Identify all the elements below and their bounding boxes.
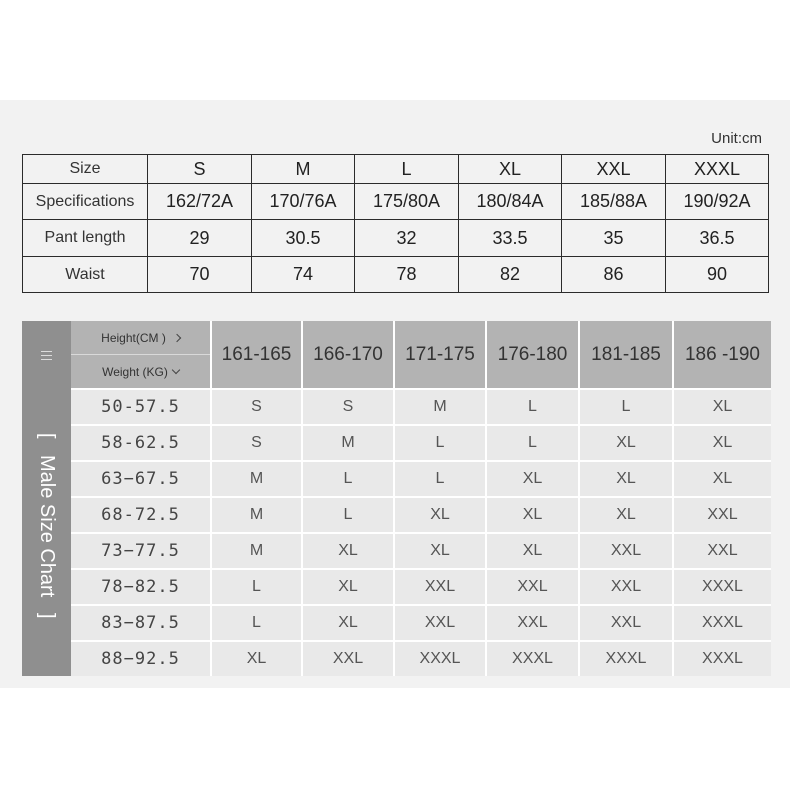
size-cell: XXL (485, 604, 578, 640)
table-cell: 190/92A (666, 184, 769, 220)
size-cell: XL (672, 460, 771, 496)
size-grid (71, 321, 771, 676)
size-cell: XL (301, 568, 393, 604)
weight-cell: 63−67.5 (71, 460, 210, 496)
table-cell: 32 (355, 220, 459, 257)
chevron-right-icon (173, 333, 181, 341)
table-cell: 36.5 (666, 220, 769, 257)
height-header: 181-185 (578, 321, 672, 388)
size-cell: XXL (672, 496, 771, 532)
size-cell: M (210, 532, 301, 568)
weight-cell: 73−77.5 (71, 532, 210, 568)
table-cell: 29 (148, 220, 252, 257)
size-cell: XL (210, 640, 301, 676)
size-l: L (355, 155, 459, 184)
size-cell: XXXL (578, 640, 672, 676)
size-cell: L (578, 388, 672, 424)
size-cell: XL (485, 460, 578, 496)
table-cell: 162/72A (148, 184, 252, 220)
weight-cell: 83−87.5 (71, 604, 210, 640)
size-cell: XXL (301, 640, 393, 676)
size-cell: XXL (485, 568, 578, 604)
size-header: Size (23, 155, 148, 184)
size-cell: M (301, 424, 393, 460)
row-label: Waist (23, 257, 148, 293)
chart-sidebar (22, 321, 71, 676)
size-cell: XL (393, 496, 485, 532)
size-cell: XL (578, 496, 672, 532)
weight-cell: 78−82.5 (71, 568, 210, 604)
table-cell: 180/84A (459, 184, 562, 220)
bracket-close: ] (36, 612, 58, 619)
menu-icon (41, 351, 52, 360)
table-cell: 175/80A (355, 184, 459, 220)
size-cell: XL (578, 424, 672, 460)
table-cell: 170/76A (252, 184, 355, 220)
size-xxxl: XXXL (666, 155, 769, 184)
spec-row-waist (23, 257, 769, 293)
height-header: 176-180 (485, 321, 578, 388)
weight-label: Weight (KG) (102, 364, 168, 379)
size-cell: L (210, 568, 301, 604)
size-cell: M (210, 460, 301, 496)
size-cell: XXXL (393, 640, 485, 676)
spec-header-row (23, 155, 769, 184)
weight-cell: 58-62.5 (71, 424, 210, 460)
size-cell: XL (393, 532, 485, 568)
size-cell: L (393, 424, 485, 460)
axis-header-cell (71, 321, 210, 388)
size-cell: XL (485, 496, 578, 532)
height-header: 166-170 (301, 321, 393, 388)
table-cell: 90 (666, 257, 769, 293)
table-cell: 86 (562, 257, 666, 293)
height-label: Height(CM ) (101, 330, 166, 345)
size-xl: XL (459, 155, 562, 184)
size-cell: XL (672, 424, 771, 460)
row-label: Specifications (23, 184, 148, 220)
size-cell: M (210, 496, 301, 532)
size-cell: XL (301, 532, 393, 568)
weight-cell: 50-57.5 (71, 388, 210, 424)
size-cell: L (393, 460, 485, 496)
size-cell: XXL (578, 604, 672, 640)
size-cell: XL (485, 532, 578, 568)
size-cell: L (301, 460, 393, 496)
table-cell: 33.5 (459, 220, 562, 257)
size-cell: XXL (578, 532, 672, 568)
bracket-open: [ (36, 433, 58, 439)
spec-row-pant-length (23, 220, 769, 257)
height-header: 171-175 (393, 321, 485, 388)
table-cell: 78 (355, 257, 459, 293)
table-cell: 70 (148, 257, 252, 293)
size-cell: S (210, 424, 301, 460)
size-cell: S (301, 388, 393, 424)
size-cell: XXL (393, 604, 485, 640)
height-header: 186 -190 (672, 321, 771, 388)
size-cell: L (210, 604, 301, 640)
table-cell: 30.5 (252, 220, 355, 257)
size-s: S (148, 155, 252, 184)
male-size-chart (22, 321, 771, 676)
weight-axis-label (71, 355, 210, 388)
size-cell: L (485, 424, 578, 460)
size-cell: XL (672, 388, 771, 424)
size-cell: XXXL (672, 640, 771, 676)
chart-title (34, 433, 60, 643)
size-cell: XXXL (485, 640, 578, 676)
weight-cell: 88−92.5 (71, 640, 210, 676)
table-cell: 185/88A (562, 184, 666, 220)
size-cell: XXL (672, 532, 771, 568)
table-cell: 35 (562, 220, 666, 257)
size-cell: XXXL (672, 568, 771, 604)
height-axis-label (71, 321, 210, 355)
size-cell: XXL (578, 568, 672, 604)
table-cell: 74 (252, 257, 355, 293)
size-cell: XXXL (672, 604, 771, 640)
table-cell: 82 (459, 257, 562, 293)
size-cell: S (210, 388, 301, 424)
size-cell: M (393, 388, 485, 424)
spec-row-specifications (23, 184, 769, 220)
unit-label: Unit:cm (711, 130, 762, 147)
size-cell: XL (578, 460, 672, 496)
size-cell: XXL (393, 568, 485, 604)
chart-title-text: Male Size Chart (36, 454, 58, 597)
weight-cell: 68-72.5 (71, 496, 210, 532)
chevron-down-icon (172, 365, 180, 373)
size-cell: L (485, 388, 578, 424)
size-m: M (252, 155, 355, 184)
size-cell: XL (301, 604, 393, 640)
height-header: 161-165 (210, 321, 301, 388)
size-xxl: XXL (562, 155, 666, 184)
size-cell: L (301, 496, 393, 532)
row-label: Pant length (23, 220, 148, 257)
spec-table (22, 154, 769, 293)
